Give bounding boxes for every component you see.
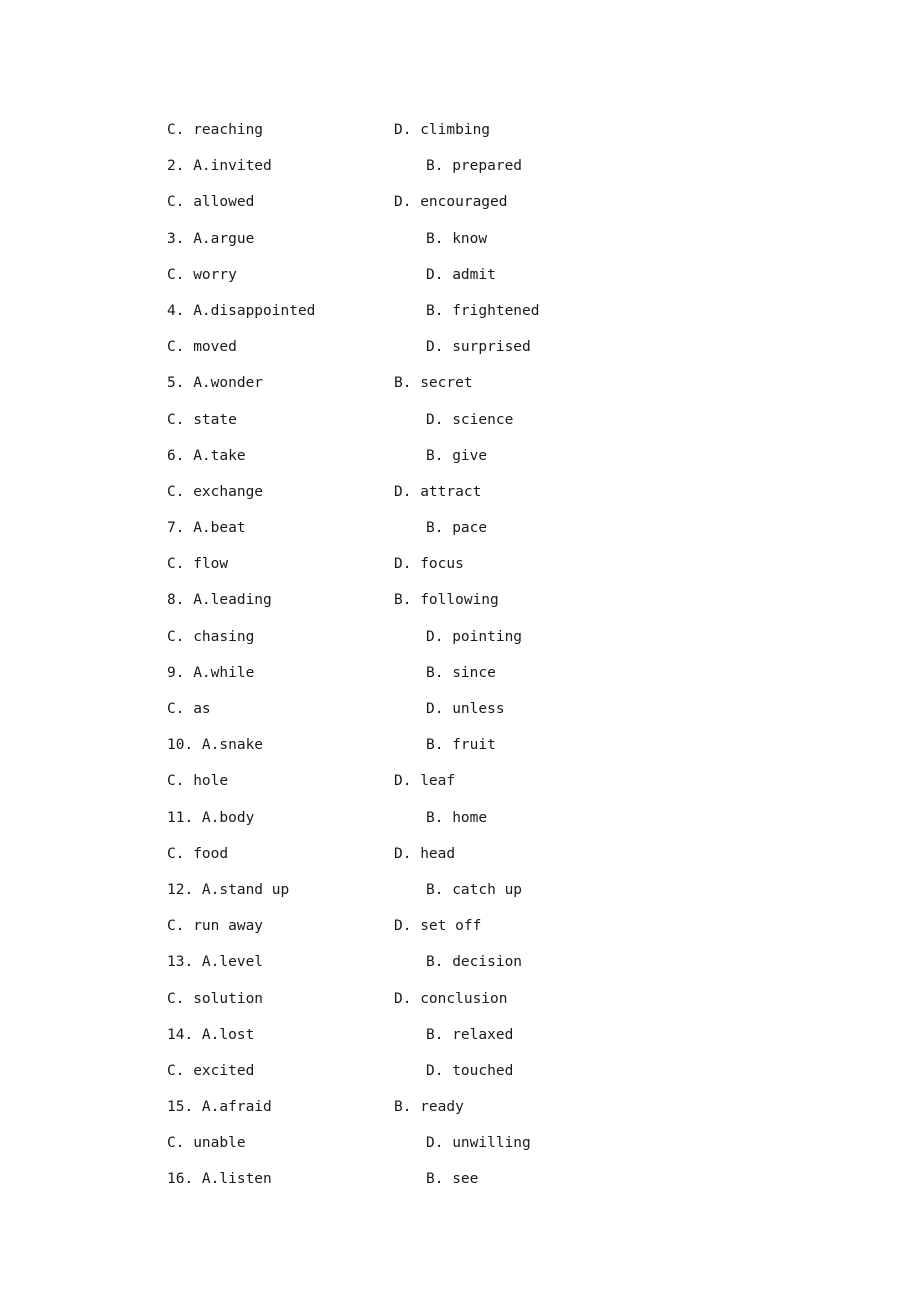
- option-right: D. climbing: [394, 122, 491, 138]
- option-left: C. exchange: [167, 483, 264, 500]
- option-left: C. flow: [167, 556, 229, 573]
- option-row: [167, 408, 787, 444]
- option-left: C. worry: [167, 266, 237, 283]
- option-right: D. attract: [394, 483, 482, 500]
- option-left: 12. A.stand up: [167, 881, 290, 898]
- option-right: D. science: [426, 411, 514, 428]
- answer-options-list: [167, 118, 787, 1204]
- option-row: [167, 1095, 787, 1131]
- option-left: 9. A.while: [167, 664, 255, 681]
- option-left: 10. A.snake: [167, 737, 264, 754]
- option-row: [167, 444, 787, 480]
- option-right: D. unwilling: [426, 1135, 531, 1152]
- option-right: B. ready: [394, 1099, 464, 1116]
- option-row: [167, 299, 787, 335]
- option-left: 5. A.wonder: [167, 375, 264, 392]
- option-left: C. hole: [167, 773, 229, 790]
- option-row: [167, 914, 787, 950]
- option-left: 14. A.lost: [167, 1026, 255, 1043]
- option-right: B. catch up: [426, 881, 523, 898]
- option-left: C. allowed: [167, 194, 255, 211]
- option-right: D. conclusion: [394, 990, 508, 1007]
- option-right: D. admit: [426, 266, 496, 283]
- option-row: [167, 516, 787, 552]
- option-left: C. as: [167, 701, 211, 717]
- option-row: [167, 335, 787, 371]
- option-row: [167, 154, 787, 190]
- option-row: [167, 769, 787, 805]
- option-right: B. know: [426, 230, 488, 247]
- option-row: [167, 1059, 787, 1095]
- option-row: [167, 697, 787, 733]
- option-left: 4. A.disappointed: [167, 302, 316, 319]
- option-right: D. set off: [394, 918, 482, 935]
- option-row: [167, 588, 787, 624]
- option-row: [167, 842, 787, 878]
- option-row: [167, 878, 787, 914]
- option-right: D. surprised: [426, 339, 531, 356]
- option-left: 3. A.argue: [167, 230, 255, 247]
- option-right: B. see: [426, 1171, 479, 1188]
- option-left: 13. A.level: [167, 954, 264, 971]
- option-right: B. since: [426, 664, 496, 681]
- option-left: C. solution: [167, 990, 264, 1007]
- option-row: [167, 371, 787, 407]
- option-right: D. encouraged: [394, 194, 508, 211]
- option-right: B. pace: [426, 520, 488, 537]
- option-right: B. frightened: [426, 302, 540, 319]
- option-left: 6. A.take: [167, 447, 246, 464]
- option-left: C. food: [167, 845, 229, 862]
- option-left: C. reaching: [167, 122, 264, 138]
- option-row: [167, 227, 787, 263]
- option-right: B. give: [426, 447, 488, 464]
- option-row: [167, 1167, 787, 1203]
- option-left: C. unable: [167, 1135, 246, 1152]
- option-left: C. chasing: [167, 628, 255, 645]
- option-right: D. pointing: [426, 628, 523, 645]
- option-row: [167, 806, 787, 842]
- option-right: B. fruit: [426, 737, 496, 754]
- option-left: 16. A.listen: [167, 1171, 272, 1188]
- option-right: D. head: [394, 845, 456, 862]
- option-left: 8. A.leading: [167, 592, 272, 609]
- option-left: 11. A.body: [167, 809, 255, 826]
- option-row: [167, 118, 787, 154]
- option-left: 15. A.afraid: [167, 1099, 272, 1116]
- option-right: B. relaxed: [426, 1026, 514, 1043]
- option-left: 7. A.beat: [167, 520, 246, 537]
- option-row: [167, 263, 787, 299]
- option-left: C. state: [167, 411, 237, 428]
- option-right: B. decision: [426, 954, 523, 971]
- option-right: B. following: [394, 592, 499, 609]
- option-right: D. leaf: [394, 773, 456, 790]
- option-right: D. focus: [394, 556, 464, 573]
- option-left: C. excited: [167, 1062, 255, 1079]
- option-right: B. prepared: [426, 158, 523, 175]
- option-right: D. touched: [426, 1062, 514, 1079]
- option-row: [167, 190, 787, 226]
- option-row: [167, 987, 787, 1023]
- option-row: [167, 480, 787, 516]
- option-row: [167, 1023, 787, 1059]
- option-row: [167, 1131, 787, 1167]
- option-left: C. run away: [167, 918, 264, 935]
- option-right: B. secret: [394, 375, 473, 392]
- option-right: D. unless: [426, 701, 505, 717]
- option-left: C. moved: [167, 339, 237, 356]
- option-row: [167, 552, 787, 588]
- option-row: [167, 733, 787, 769]
- option-row: [167, 950, 787, 986]
- option-row: [167, 661, 787, 697]
- option-right: B. home: [426, 809, 488, 826]
- option-row: [167, 625, 787, 661]
- option-left: 2. A.invited: [167, 158, 272, 175]
